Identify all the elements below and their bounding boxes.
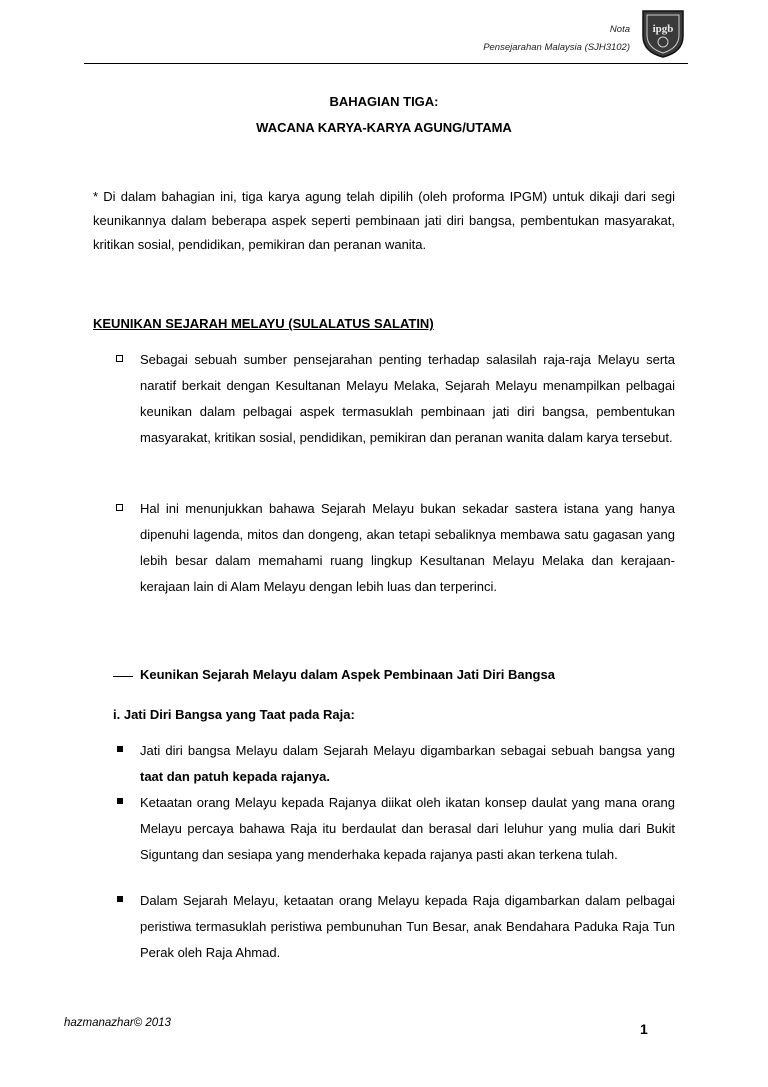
- subsection-heading: Keunikan Sejarah Melayu dalam Aspek Pembinaan Jati Diri Bangsa: [140, 667, 555, 682]
- svg-text:ipgb: ipgb: [652, 23, 674, 35]
- subsection-bullet-1-bold: taat dan patuh kepada rajanya.: [140, 769, 331, 784]
- filled-bullet-icon: [117, 746, 123, 752]
- page-title-line2: WACANA KARYA-KARYA AGUNG/UTAMA: [256, 120, 512, 135]
- page-title-line1: BAHAGIAN TIGA:: [329, 94, 439, 109]
- filled-bullet-icon: [117, 798, 123, 804]
- subsection-subheading: i. Jati Diri Bangsa yang Taat pada Raja:: [113, 707, 355, 722]
- footer-author: hazmanazhar© 2013: [64, 1017, 171, 1029]
- section-bullet-1: Sebagai sebuah sumber pensejarahan penting terhadap salasilah raja-raja Melayu serta naratif berkait dengan Kesultanan Melayu Melaka, Sejarah Melayu menampilkan pelbagai keunikan dalam pelbagai aspek termasuklah pembinaan jati diri bangsa, pembentukan masyarakat, kritikan sosial, pendidikan, pemikiran dan peranan wanita dalam karya tersebut.: [140, 352, 675, 445]
- hollow-bullet-icon: [116, 504, 123, 511]
- header-course-label: Pensejarahan Malaysia (SJH3102): [483, 42, 630, 53]
- subsection-bullet-1-text: Jati diri bangsa Melayu dalam Sejarah Melayu digambarkan sebagai sebuah bangsa yang: [140, 743, 675, 758]
- subsection-bullet-2: Ketaatan orang Melayu kepada Rajanya diikat oleh ikatan konsep daulat yang mana orang Melayu percaya bahawa Raja itu berdaulat dan berasal dari leluhur yang mulia dari Bukit Siguntang dan sesiapa yang menderhaka kepada rajanya pasti akan terkena tulah.: [140, 795, 675, 862]
- dash-bullet-icon: [113, 676, 133, 677]
- header-note-label: Nota: [609, 24, 630, 35]
- section-heading: KEUNIKAN SEJARAH MELAYU (SULALATUS SALATIN): [93, 316, 434, 331]
- hollow-bullet-icon: [116, 355, 123, 362]
- institution-logo: [640, 8, 686, 58]
- intro-paragraph: * Di dalam bahagian ini, tiga karya agung telah dipilih (oleh proforma IPGM) untuk dikaji dari segi keunikannya dalam beberapa aspek seperti pembinaan jati diri bangsa, pembentukan masyarakat, kritikan sosial, pendidikan, pemikiran dan peranan wanita.: [93, 189, 675, 252]
- subsection-bullet-1: [140, 738, 675, 790]
- header-divider: [84, 63, 688, 64]
- shield-logo-icon: [640, 8, 686, 58]
- filled-bullet-icon: [117, 896, 123, 902]
- subsection-bullet-3: Dalam Sejarah Melayu, ketaatan orang Melayu kepada Raja digambarkan dalam pelbagai peristiwa termasuklah peristiwa pembunuhan Tun Besar, anak Bendahara Paduka Raja Tun Perak oleh Raja Ahmad.: [140, 893, 675, 960]
- section-bullet-2: Hal ini menunjukkan bahawa Sejarah Melayu bukan sekadar sastera istana yang hanya dipenuhi lagenda, mitos dan dongeng, akan tetapi sebaliknya membawa satu gagasan yang lebih besar dalam memahami ruang lingkup Kesultanan Melayu Melaka dan kerajaan-kerajaan lain di Alam Melayu dengan lebih luas dan terperinci.: [140, 501, 675, 594]
- page-number: 1: [640, 1021, 648, 1037]
